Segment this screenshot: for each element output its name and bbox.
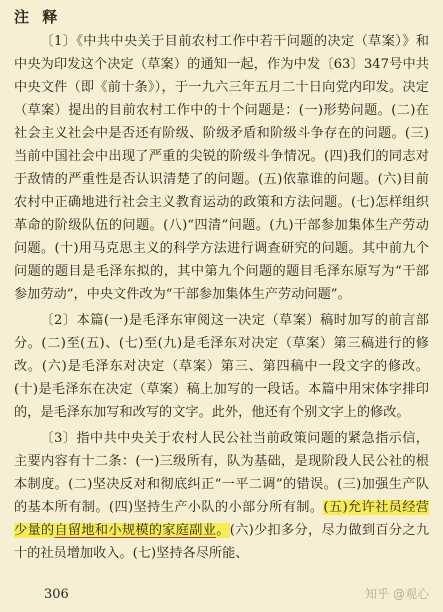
highlight-tail: 。 [216, 523, 230, 538]
notes-content [14, 30, 429, 565]
note-3-text-before: 〔3〕指中共中央关于农村人民公社当前政策问题的紧急指示信，主要内容有十二条：(一)三级所有，队为基础，是现阶段人民公社的根本制度。(二)坚决反对和彻底纠正“一平二调”的错误。(三)加强生产队的基本所有制。(四)坚持生产小队的小部分所有制。 [14, 431, 429, 515]
note-3 [14, 427, 429, 565]
note-3-text-after: (六)少扣多分，尽力做到百分之九十的社员增加收入。(七)坚持各尽所能、 [14, 523, 430, 561]
watermark: 知乎 @观心 [365, 587, 429, 601]
underlined-phrase: 自留地和小规模的家庭副业 [54, 523, 217, 538]
page-number: 306 [44, 587, 69, 602]
note-1: 〔1〕《中共中央关于目前农村工作中若干问题的决定（草案）》和中央为印发这个决定（草案）的通知一起，作为中发〔63〕347号中共中央文件（即《前十条》），于一九六三年五月二十日向党内印发。决定（草案）提出的目前农村工作中的十个问题是：(一)形势问题。(二)在社会主义社会中是否还有阶级、阶级矛盾和阶级斗争存在的问题。(三)当前中国社会中出现了严重的尖锐的阶级斗争情况。(四)我们的同志对于敌情的严重性是否认识清楚了的问题。(五)依靠谁的问题。(六)目前农村中正确地进行社会主义教育运动的政策和方法问题。(七)怎样组织革命的阶级队伍的问题。(八)“四清”问题。(九)干部参加集体生产劳动问题。(十)用马克思主义的科学方法进行调查研究的问题。其中前九个问题的题目是毛泽东拟的，其中第九个问题的题目毛泽东原写为“干部参加劳动”，中央文件改为“干部参加集体生产劳动问题”。 [14, 34, 429, 302]
note-2: 〔2〕本篇(一)是毛泽东审阅这一决定（草案）稿时加写的前言部分。(二)至(五)、(七)至(九)是毛泽东对决定（草案）第三稿进行的修改。(六)是毛泽东对决定（草案）第三、第四稿中一段文字的修改。(十)是毛泽东在决定（草案）稿上加写的一段话。本篇中用宋体字排印的，是毛泽东加写和改写的文字。此外，他还有个别文字上的修改。 [14, 313, 429, 420]
section-heading: 注 释 [14, 8, 62, 26]
highlight-lead: (五)允许社员经营少量的 [14, 500, 429, 538]
